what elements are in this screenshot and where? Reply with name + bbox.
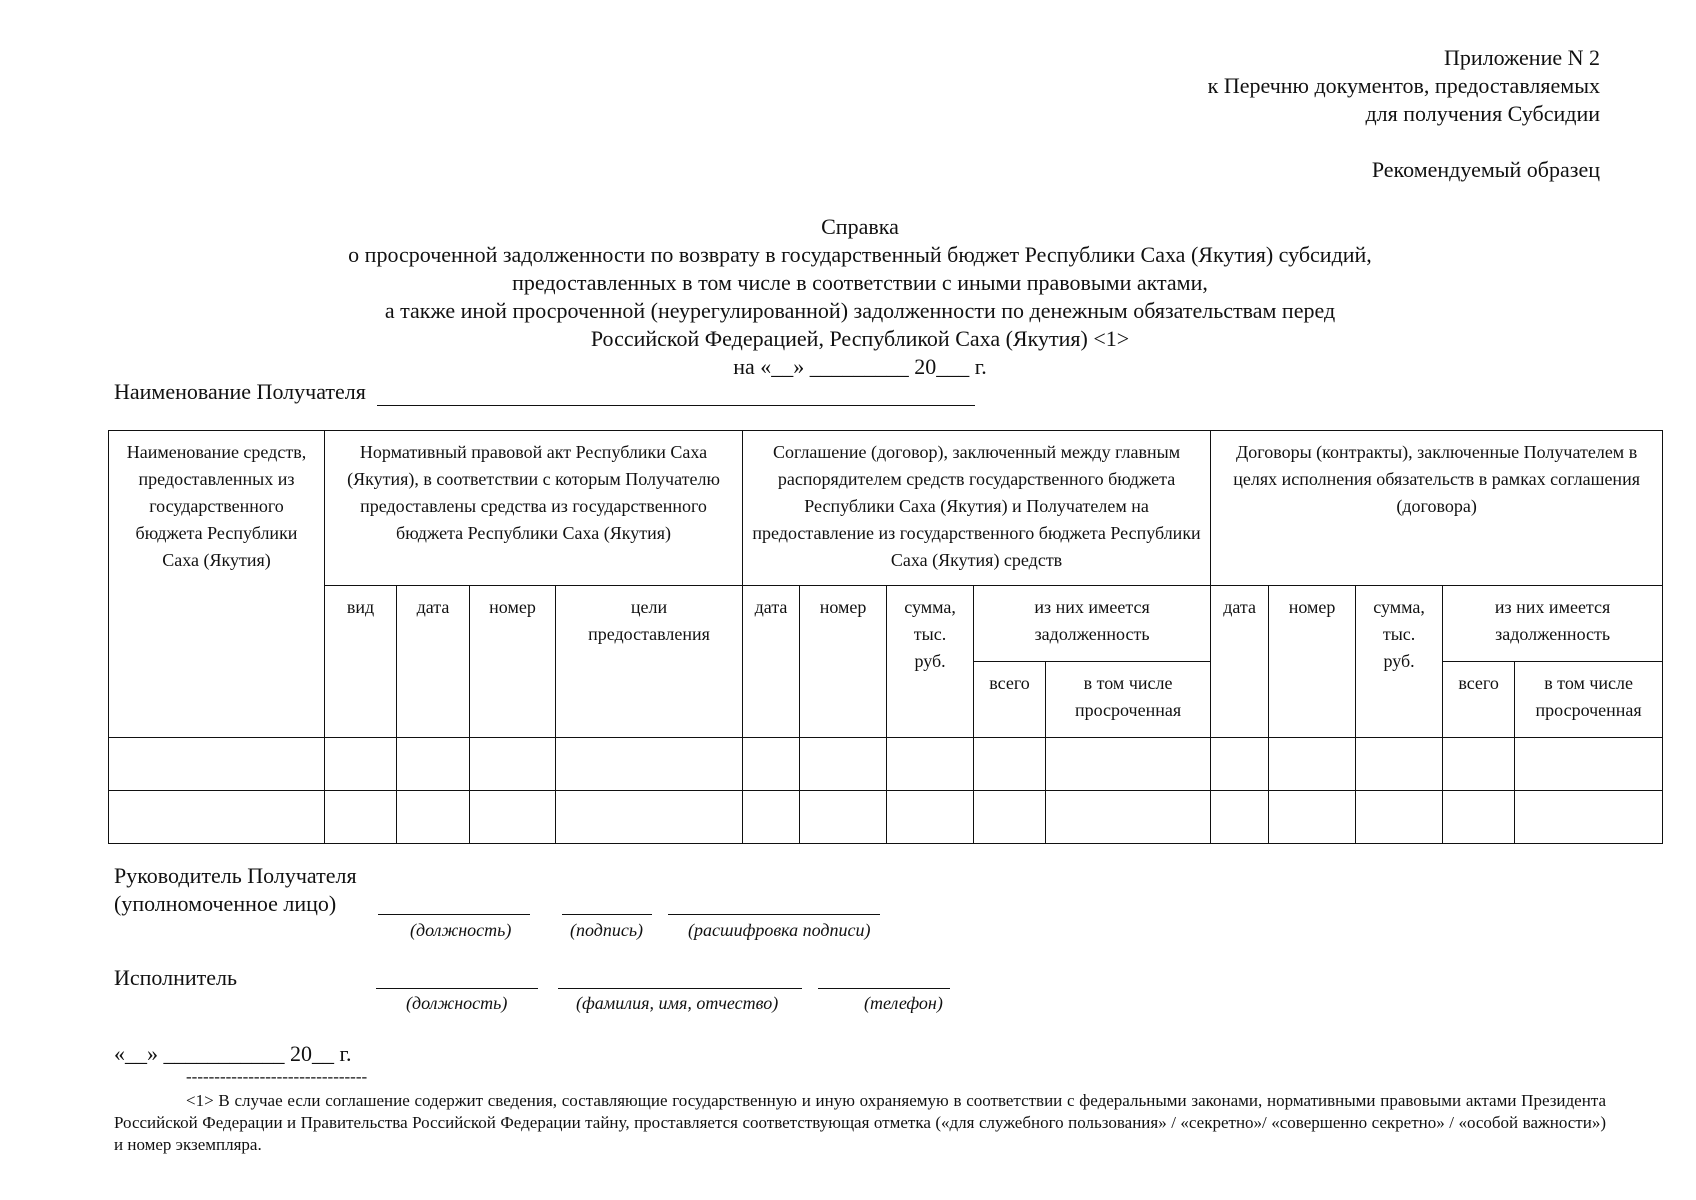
recipient-label: Наименование Получателя bbox=[114, 379, 366, 404]
header-agreement-date: дата bbox=[743, 586, 800, 738]
executor-name-field[interactable] bbox=[558, 988, 802, 989]
header-contracts-debt-total: всего bbox=[1443, 662, 1515, 738]
debt-table bbox=[108, 430, 1663, 844]
table-cell[interactable] bbox=[743, 738, 800, 791]
table-cell[interactable] bbox=[800, 791, 887, 844]
header-contracts-debt-overdue: в том числе просроченная bbox=[1515, 662, 1663, 738]
header-agreement-number: номер bbox=[800, 586, 887, 738]
table-cell[interactable] bbox=[1269, 791, 1356, 844]
table-cell[interactable] bbox=[556, 738, 743, 791]
header-funds-name: Наименование средств, предоставленных из государственного бюджета Республики Саха (Якутия) bbox=[109, 431, 325, 738]
appendix-header bbox=[900, 44, 1600, 184]
executor-phone-field[interactable] bbox=[818, 988, 950, 989]
header-contracts-date: дата bbox=[1211, 586, 1269, 738]
table-cell[interactable] bbox=[109, 791, 325, 844]
footnote-text: <1> В случае если соглашение содержит сведения, составляющие государственную и иную охраняемую в соответствии с федеральными законами, нормативными правовыми актами Президента Российской Федерации и Правительства Российской Федерации тайну, проставляется соответствующая отметка («для служебного пользования» / «секретно»/ «совершенно секретно» / «особой важности») и номер экземпляра. bbox=[114, 1091, 1606, 1154]
header-act-type: вид bbox=[325, 586, 397, 738]
header-act-date: дата bbox=[397, 586, 470, 738]
header-contracts-number: номер bbox=[1269, 586, 1356, 738]
head-label-line-1: Руководитель Получателя bbox=[114, 863, 357, 888]
table-cell[interactable] bbox=[470, 738, 556, 791]
title-line-5: Российской Федерацией, Республикой Саха (Якутия) <1> bbox=[590, 326, 1130, 351]
head-name-caption: (расшифровка подписи) bbox=[688, 920, 871, 940]
title-line-3: предоставленных в том числе в соответствии с иными правовыми актами, bbox=[512, 270, 1208, 295]
executor-phone-caption: (телефон) bbox=[864, 993, 943, 1013]
recipient-name-field[interactable] bbox=[377, 383, 975, 406]
header-contracts-sum: сумма, тыс. руб. bbox=[1356, 586, 1443, 738]
table-cell[interactable] bbox=[1269, 738, 1356, 791]
title-line-1: Справка bbox=[821, 214, 899, 239]
table-cell[interactable] bbox=[974, 791, 1046, 844]
head-position-caption: (должность) bbox=[410, 920, 512, 940]
table-cell[interactable] bbox=[1211, 791, 1269, 844]
appendix-purpose: для получения Субсидии bbox=[1365, 101, 1600, 126]
table-cell[interactable] bbox=[1046, 738, 1211, 791]
table-cell[interactable] bbox=[974, 738, 1046, 791]
header-act-number: номер bbox=[470, 586, 556, 738]
executor-name-caption: (фамилия, имя, отчество) bbox=[576, 993, 779, 1013]
table-cell[interactable] bbox=[1443, 738, 1515, 791]
table-cell[interactable] bbox=[1443, 791, 1515, 844]
header-agreement: Соглашение (договор), заключенный между главным распорядителем средств государственного бюджета Республики Саха (Якутия) и Получателем на предоставление из государственного бюджета Республики Саха (Якутия) средств bbox=[743, 431, 1211, 586]
table-cell[interactable] bbox=[1046, 791, 1211, 844]
head-label-line-2: (уполномоченное лицо) bbox=[114, 891, 337, 916]
table-cell[interactable] bbox=[325, 791, 397, 844]
table-cell[interactable] bbox=[397, 791, 470, 844]
signature-date: «__» ___________ 20__ г. bbox=[114, 1041, 352, 1066]
header-contracts: Договоры (контракты), заключенные Получателем в целях исполнения обязательств в рамках соглашения (договора) bbox=[1211, 431, 1663, 586]
table-cell[interactable] bbox=[800, 738, 887, 791]
footnote-separator: -------------------------------- bbox=[186, 1067, 368, 1086]
appendix-number: Приложение N 2 bbox=[1444, 45, 1600, 70]
table-cell[interactable] bbox=[887, 738, 974, 791]
header-agreement-debt-total: всего bbox=[974, 662, 1046, 738]
recipient-row bbox=[114, 378, 975, 406]
header-contracts-debt: из них имеется задолженность bbox=[1443, 586, 1663, 662]
table-row bbox=[109, 738, 1663, 791]
appendix-reference: к Перечню документов, предоставляемых bbox=[1207, 73, 1600, 98]
executor-label: Исполнитель bbox=[114, 965, 238, 990]
head-name-field[interactable] bbox=[668, 914, 880, 915]
header-agreement-sum: сумма, тыс. руб. bbox=[887, 586, 974, 738]
title-line-4: а также иной просроченной (неурегулированной) задолженности по денежным обязательствам перед bbox=[384, 298, 1336, 323]
table-cell[interactable] bbox=[1211, 738, 1269, 791]
document-title bbox=[160, 213, 1560, 381]
table-cell[interactable] bbox=[470, 791, 556, 844]
title-line-2: о просроченной задолженности по возврату в государственный бюджет Республики Саха (Якутия) субсидий, bbox=[348, 242, 1372, 267]
executor-position-field[interactable] bbox=[376, 988, 538, 989]
head-signature-caption: (подпись) bbox=[570, 920, 644, 940]
table-cell[interactable] bbox=[556, 791, 743, 844]
header-legal-act: Нормативный правовой акт Республики Саха (Якутия), в соответствии с которым Получателю предоставлены средства из государственного бюджета Республики Саха (Якутия) bbox=[325, 431, 743, 586]
footnote bbox=[114, 1090, 1606, 1156]
sample-label: Рекомендуемый образец bbox=[1371, 157, 1600, 182]
table-cell[interactable] bbox=[1356, 791, 1443, 844]
title-date-line: на «__» _________ 20___ г. bbox=[733, 354, 987, 379]
table-cell[interactable] bbox=[1356, 738, 1443, 791]
header-agreement-debt-overdue: в том числе просроченная bbox=[1046, 662, 1211, 738]
table-cell[interactable] bbox=[109, 738, 325, 791]
header-act-purpose: цели предоставления bbox=[556, 586, 743, 738]
table-cell[interactable] bbox=[325, 738, 397, 791]
header-agreement-debt: из них имеется задолженность bbox=[974, 586, 1211, 662]
table-cell[interactable] bbox=[887, 791, 974, 844]
table-cell[interactable] bbox=[1515, 738, 1663, 791]
table-cell[interactable] bbox=[397, 738, 470, 791]
table-row bbox=[109, 791, 1663, 844]
table-cell[interactable] bbox=[1515, 791, 1663, 844]
head-signature-block bbox=[114, 862, 357, 918]
head-position-field[interactable] bbox=[378, 914, 530, 915]
table-cell[interactable] bbox=[743, 791, 800, 844]
head-signature-field[interactable] bbox=[562, 914, 652, 915]
executor-position-caption: (должность) bbox=[406, 993, 508, 1013]
